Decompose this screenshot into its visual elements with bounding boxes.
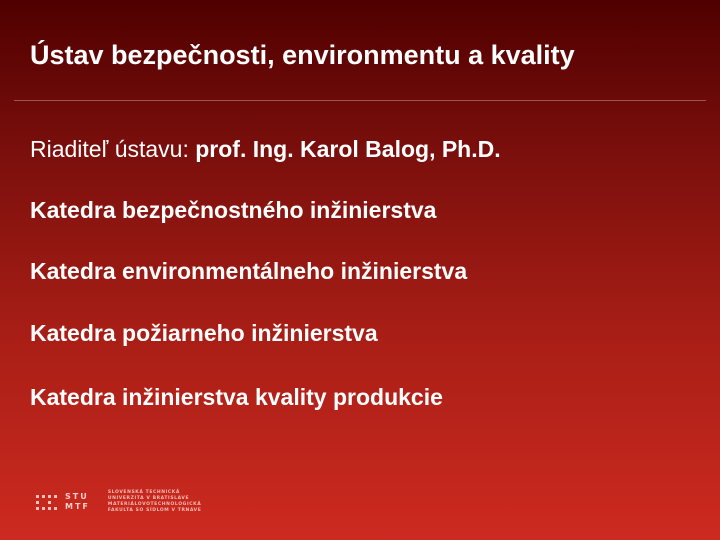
department-item: Katedra požiarneho inžinierstva (30, 320, 378, 346)
department-item: Katedra environmentálneho inžinierstva (30, 258, 468, 284)
logo-org-line: SLOVENSKÁ TECHNICKÁ (107, 490, 180, 495)
logo-org-line: MATERIÁLOVOTECHNOLOGICKÁ (107, 502, 202, 507)
logo-org-name (108, 490, 202, 514)
director-name: prof. Ing. Karol Balog, Ph.D. (195, 136, 501, 162)
director-label: Riaditeľ ústavu: (30, 136, 189, 162)
stu-dot-grid-icon (36, 495, 57, 510)
title-divider (14, 100, 706, 101)
department-item: Katedra inžinierstva kvality produkcie (30, 384, 443, 410)
logo-mark-line: MTF (65, 502, 90, 511)
logo-org-line: FAKULTA SO SÍDLOM V TRNAVE (107, 508, 202, 513)
logo-org-line: UNIVERZITA V BRATISLAVE (107, 496, 190, 501)
stu-mtf-logo (36, 490, 201, 514)
logo-mark-line: STU (65, 492, 89, 501)
logo-mark (65, 492, 90, 512)
slide-title: Ústav bezpečnosti, environmentu a kvality (30, 40, 575, 70)
director-line (30, 136, 501, 163)
department-item: Katedra bezpečnostného inžinierstva (30, 197, 437, 223)
